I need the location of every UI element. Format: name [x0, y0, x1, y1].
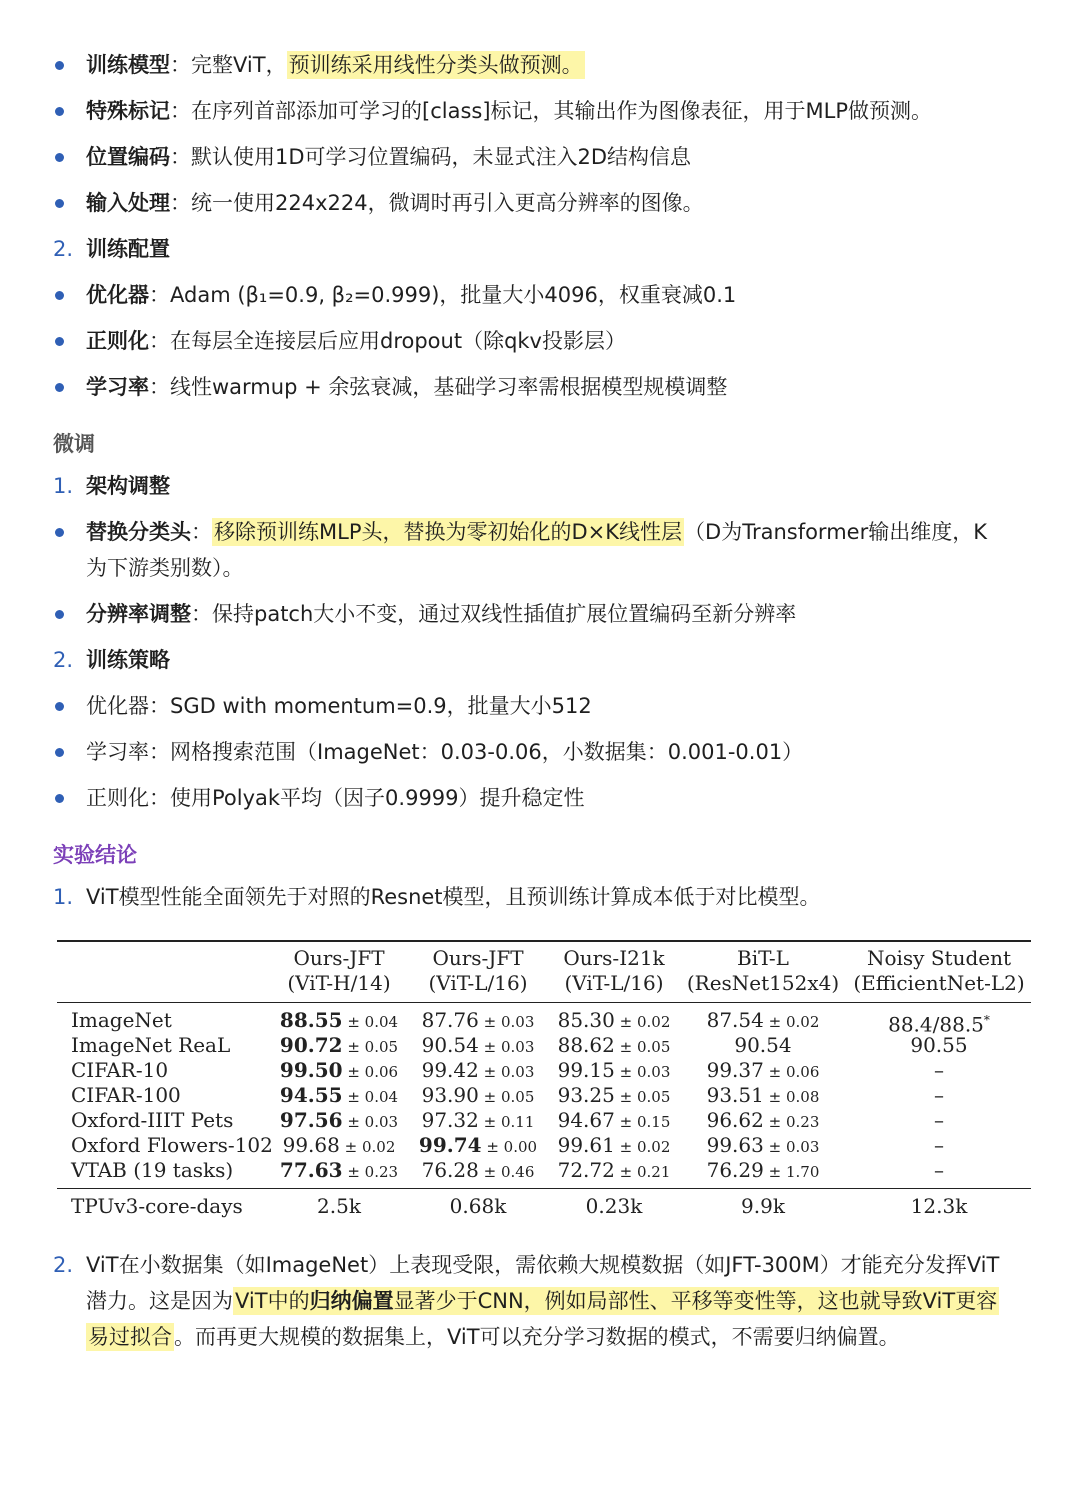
table-cell: 76.29 ± 1.70	[706, 1158, 820, 1182]
table-cell: 97.32 ± 0.11	[421, 1108, 535, 1132]
table-cell: 99.61 ± 0.02	[557, 1133, 671, 1157]
bullet-dot	[55, 107, 64, 116]
bullet-dot	[55, 528, 64, 537]
table-cell: –	[934, 1108, 944, 1132]
table-footer-cell: 0.23k	[585, 1194, 643, 1218]
table-header-3: BiT-L (ResNet152x4)	[686, 946, 840, 995]
table-footer-label: TPUv3-core-days	[71, 1194, 243, 1218]
results-table	[57, 940, 1031, 1220]
table-cell: 99.63 ± 0.03	[706, 1133, 820, 1157]
highlight: 预训练采用线性分类头做预测。	[288, 53, 583, 77]
table-cell: 90.54 ± 0.03	[421, 1033, 535, 1057]
table-cell: 90.54	[734, 1033, 792, 1057]
table-cell: –	[934, 1158, 944, 1182]
bullet-dot	[55, 337, 64, 346]
table-cell: –	[934, 1058, 944, 1082]
table-cell: 97.56 ± 0.03	[279, 1108, 399, 1132]
table-footer-cell: 2.5k	[317, 1194, 361, 1218]
bullet-dot	[55, 748, 64, 757]
table-cell: 88.55 ± 0.04	[279, 1008, 399, 1032]
item-label: 训练模型	[86, 53, 170, 77]
table-cell: 99.37 ± 0.06	[706, 1058, 820, 1082]
table-cell: 87.54 ± 0.02	[706, 1008, 820, 1032]
bullet-dot	[55, 383, 64, 392]
table-row-label: Oxford Flowers-102	[71, 1133, 273, 1157]
table-footer-rule	[57, 1188, 1031, 1189]
table-cell: 99.15 ± 0.03	[557, 1058, 671, 1082]
item-label: 位置编码	[86, 145, 170, 169]
table-cell: 99.50 ± 0.06	[279, 1058, 399, 1082]
table-row-label: ImageNet	[71, 1008, 172, 1032]
table-header-1: Ours-JFT (ViT-L/16)	[428, 946, 528, 995]
highlight: ViT中的归纳偏置显著少于CNN，例如局部性、平移等变性等，这也就导致ViT更容	[235, 1289, 998, 1313]
table-footer-cell: 9.9k	[741, 1194, 785, 1218]
table-cell: 93.25 ± 0.05	[557, 1083, 671, 1107]
table-cell: –	[934, 1133, 944, 1157]
bullet-dot	[55, 61, 64, 70]
highlight: 易过拟合	[88, 1325, 172, 1349]
highlight: 移除预训练MLP头，替换为零初始化的D×K线性层	[214, 520, 683, 544]
table-cell: –	[934, 1083, 944, 1107]
table-cell: 94.67 ± 0.15	[557, 1108, 671, 1132]
table-header-0: Ours-JFT (ViT-H/14)	[287, 946, 391, 995]
table-footer-cell: 0.68k	[449, 1194, 507, 1218]
table-header-rule	[57, 1002, 1031, 1003]
bullet-dot	[55, 153, 64, 162]
table-row-label: ImageNet ReaL	[71, 1033, 231, 1057]
bullet-dot	[55, 794, 64, 803]
table-cell: 99.42 ± 0.03	[421, 1058, 535, 1082]
table-header-2: Ours-I21k (ViT-L/16)	[563, 946, 665, 995]
table-cell: 93.90 ± 0.05	[421, 1083, 535, 1107]
table-cell: 90.55	[910, 1033, 968, 1057]
finetune-heading: 微调	[53, 432, 95, 456]
table-cell: 99.68 ± 0.02	[282, 1133, 396, 1157]
bullet-dot	[55, 291, 64, 300]
table-row-label: VTAB (19 tasks)	[71, 1158, 234, 1182]
table-cell: 77.63 ± 0.23	[279, 1158, 399, 1182]
results-heading: 实验结论	[53, 843, 137, 867]
bullet-dot	[55, 199, 64, 208]
table-cell: 88.4/88.5*	[888, 1012, 990, 1037]
item-label: 特殊标记	[86, 99, 170, 123]
item-label: 输入处理	[86, 191, 170, 215]
bullet-dot	[55, 702, 64, 711]
table-cell: 72.72 ± 0.21	[557, 1158, 671, 1182]
table-cell: 99.74 ± 0.00	[418, 1133, 538, 1157]
table-cell: 87.76 ± 0.03	[421, 1008, 535, 1032]
table-cell: 90.72 ± 0.05	[279, 1033, 399, 1057]
table-header-4: Noisy Student (EfficientNet-L2)	[853, 946, 1025, 995]
table-row-label: CIFAR-10	[71, 1058, 169, 1082]
table-cell: 85.30 ± 0.02	[557, 1008, 671, 1032]
table-cell: 76.28 ± 0.46	[421, 1158, 535, 1182]
table-row-label: CIFAR-100	[71, 1083, 181, 1107]
table-cell: 88.62 ± 0.05	[557, 1033, 671, 1057]
table-cell: 93.51 ± 0.08	[706, 1083, 820, 1107]
table-footer-cell: 12.3k	[910, 1194, 968, 1218]
table-cell: 94.55 ± 0.04	[279, 1083, 399, 1107]
table-top-rule	[57, 940, 1031, 942]
table-cell: 96.62 ± 0.23	[706, 1108, 820, 1132]
table-row-label: Oxford-IIIT Pets	[71, 1108, 234, 1132]
bullet-dot	[55, 610, 64, 619]
